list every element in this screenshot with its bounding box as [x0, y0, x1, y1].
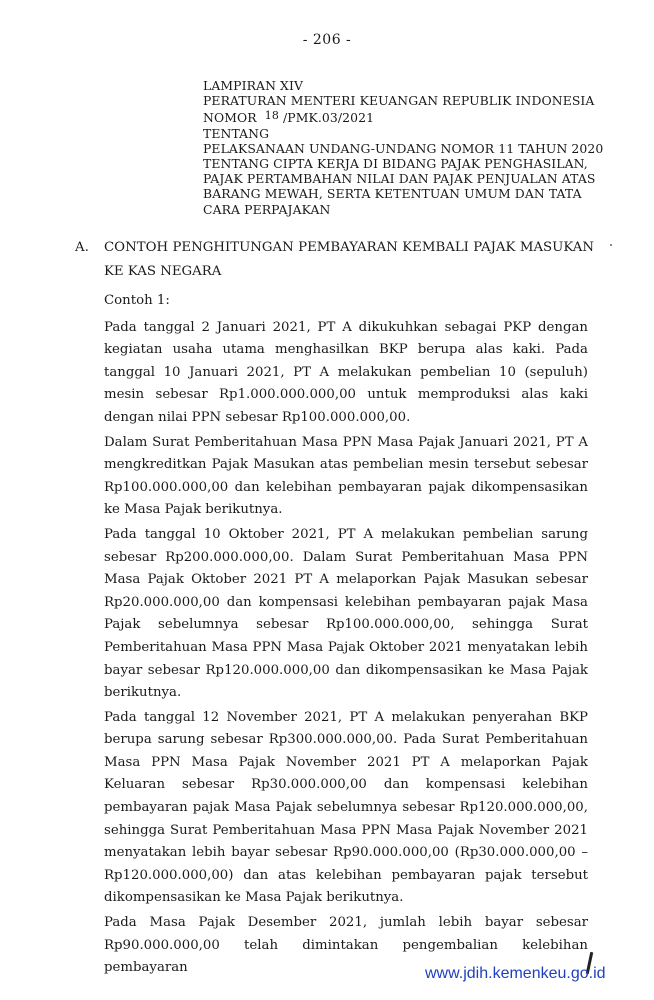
body-paragraph: Dalam Surat Pemberitahuan Masa PPN Masa Pajak Januari 2021, PT A mengkreditkan Pajak Masukan atas pembelian mesin tersebut sebesar Rp100.000.000,00 dan kelebihan pembayaran pajak dikompensasikan ke Masa Pajak berikutnya.: [104, 434, 588, 518]
header-nomor-line: [203, 108, 603, 125]
header-nomor-number: 18: [264, 109, 279, 123]
body-paragraph: Pada tanggal 12 November 2021, PT A melakukan penyerahan BKP berupa sarung sebesar Rp300.000.000,00. Pada Surat Pemberitahuan Masa PPN Masa Pajak November 2021 PT A melaporkan Pajak Keluaran sebesar Rp30.000.000,00 dan kompensasi kelebihan pembayaran pajak Masa Pajak sebelumnya sebesar Rp120.000.000,00, sehingga Surat Pemberitahuan Masa PPN Masa Pajak November 2021 menyatakan lebih bayar sebesar Rp90.000.000,00 (Rp30.000.000,00 – Rp120.000.000,00) dan atas kelebihan pembayaran pajak tersebut dikompensasikan ke Masa Pajak berikutnya.: [104, 709, 588, 906]
header-subject-line: CARA PERPAJAKAN: [203, 201, 331, 217]
example-label: Contoh 1:: [104, 293, 170, 308]
header-subject-line: PELAKSANAAN UNDANG-UNDANG NOMOR 11 TAHUN 2020: [203, 140, 604, 156]
document-body: [104, 290, 588, 982]
section-title: CONTOH PENGHITUNGAN PEMBAYARAN KEMBALI PAJAK MASUKAN KE KAS NEGARA: [104, 240, 594, 279]
header-tentang: TENTANG: [203, 125, 270, 141]
body-paragraph: Pada tanggal 2 Januari 2021, PT A dikukuhkan sebagai PKP dengan kegiatan usaha utama menghasilkan BKP berupa alas kaki. Pada tanggal 10 Januari 2021, PT A melakukan pembelian 10 (sepuluh) mesin sebesar Rp1.000.000.000,00 untuk memproduksi alas kaki dengan nilai PPN sebesar Rp100.000.000,00.: [104, 319, 588, 425]
footer-url-link[interactable]: www.jdih.kemenkeu.go.id: [425, 965, 606, 982]
header-subject-line: BARANG MEWAH, SERTA KETENTUAN UMUM DAN TATA: [203, 186, 582, 202]
body-paragraph: Pada Masa Pajak Desember 2021, jumlah lebih bayar sebesar Rp90.000.000,00 telah dimintakan pengembalian kelebihan pembayaran: [104, 915, 588, 976]
header-subject-line: TENTANG CIPTA KERJA DI BIDANG PAJAK PENGHASILAN,: [203, 156, 588, 172]
header-lampiran: LAMPIRAN XIV: [203, 78, 304, 93]
scan-speck: [610, 244, 612, 246]
header-regulation-title: PERATURAN MENTERI KEUANGAN REPUBLIK INDONESIA: [203, 93, 595, 109]
regulation-header: [203, 78, 603, 217]
header-subject-line: PAJAK PERTAMBAHAN NILAI DAN PAJAK PENJUALAN ATAS: [203, 171, 596, 187]
body-paragraph: Pada tanggal 10 Oktober 2021, PT A melakukan pembelian sarung sebesar Rp200.000.000,00. Dalam Surat Pemberitahuan Masa PPN Masa Pajak Oktober 2021 PT A melaporkan Pajak Masukan sebesar Rp20.000.000,00 dan kompensasi kelebihan pembayaran pajak Masa Pajak sebelumnya sebesar Rp100.000.000,00, sehingga Surat Pemberitahuan Masa PPN Masa Pajak Oktober 2021 menyatakan lebih bayar sebesar Rp120.000.000,00 dan dikompensasikan ke Masa Pajak berikutnya.: [104, 526, 588, 701]
section-letter: A.: [75, 240, 89, 255]
header-nomor-suffix: /PMK.03/2021: [283, 110, 375, 126]
header-nomor-prefix: NOMOR: [203, 110, 257, 126]
page-number: - 206 -: [302, 32, 352, 48]
